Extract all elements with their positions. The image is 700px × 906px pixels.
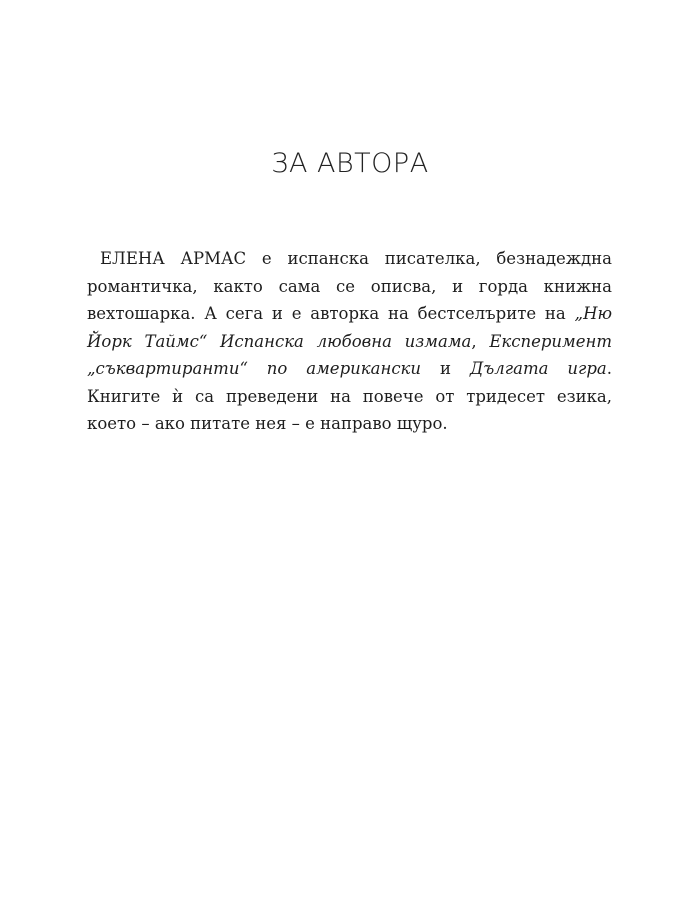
bio-separator: и	[421, 359, 470, 378]
book-title-long-game: Дългата игра	[469, 359, 607, 378]
book-title-experiment: Експеримент „съквартиранти“ по американски	[87, 331, 612, 378]
bio-text-outro: . Книгите ѝ са преведени на повече от тридесет езика, което – ако питате нея – е направо щуро.	[87, 359, 612, 433]
page-title: ЗА АВТОРА	[271, 148, 429, 179]
bio-separator: ,	[471, 331, 490, 351]
author-bio-paragraph	[87, 245, 612, 438]
bio-text-intro: ЕЛЕНА АРМАС е испанска писателка, безнадеждна романтичка, както сама се описва, и горда книжна вехтошарка. А сега и е авторка на бестселърите на	[87, 249, 612, 323]
book-title-nyt: „Ню Йорк Таймс“ Испанска любовна измама	[87, 304, 612, 351]
